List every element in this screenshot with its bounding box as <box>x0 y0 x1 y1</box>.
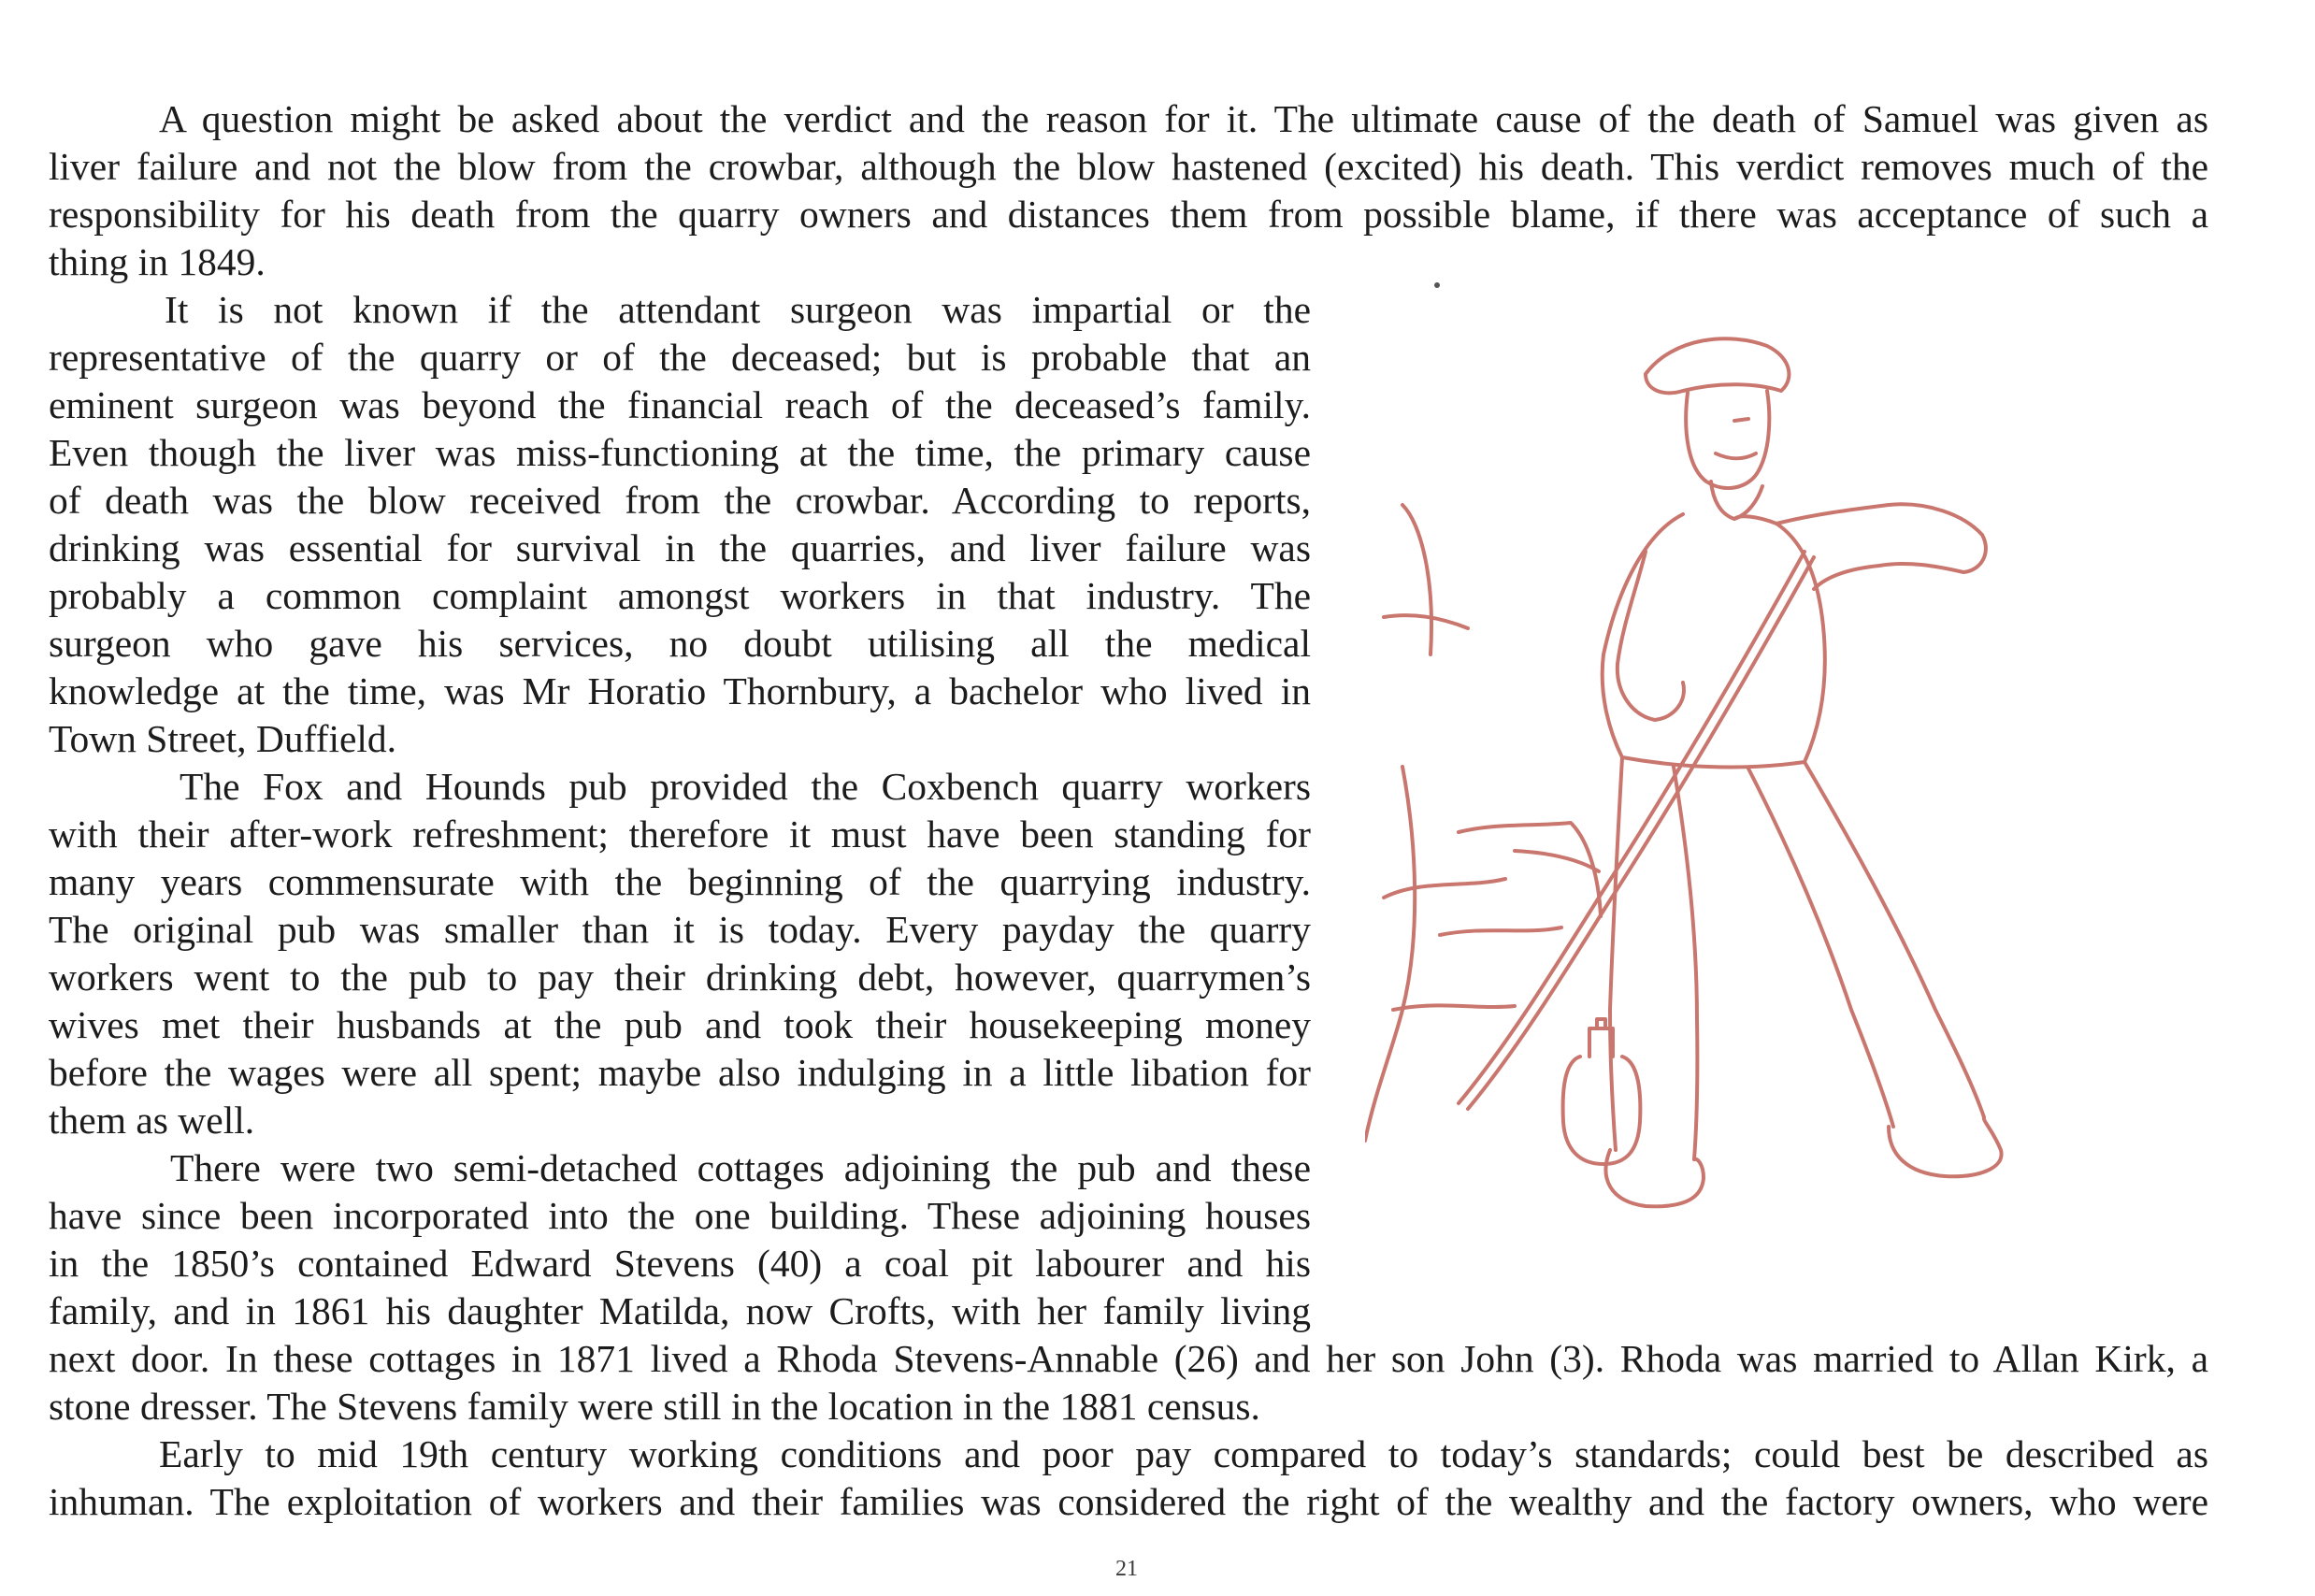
text-line: many years commensurate with the beginning of the quarrying industry. <box>49 860 1311 903</box>
text-line: probably a common complaint amongst workers in that industry. The <box>49 574 1311 617</box>
eye <box>1734 419 1748 421</box>
text-line: A question might be asked about the verdict and the reason for it. The ultimate cause of the death of Samuel was given as <box>159 97 2208 140</box>
text-line: eminent surgeon was beyond the financial reach of the deceased’s family. <box>49 383 1311 426</box>
text-line: with their after-work refreshment; therefore it must have been standing for <box>49 812 1311 856</box>
text-line: There were two semi-detached cottages adjoining the pub and these <box>170 1146 1311 1189</box>
text-line: Town Street, Duffield. <box>49 717 397 760</box>
text-line: have since been incorporated into the one building. These adjoining houses <box>49 1194 1311 1237</box>
text-line: drinking was essential for survival in the quarries, and liver failure was <box>49 526 1311 569</box>
text-line: wives met their husbands at the pub and took their housekeeping money <box>49 1003 1311 1046</box>
text-line: representative of the quarry or of the deceased; but is probable that an <box>49 336 1311 379</box>
quarryman-illustration <box>1365 280 2207 1272</box>
page-number: 21 <box>1115 1557 1138 1581</box>
boot-right <box>1889 1117 2002 1176</box>
text-line: next door. In these cottages in 1871 lived a Rhoda Stevens-Annable (26) and her son John (3). Rhoda was married to Allan Kirk, a <box>49 1337 2208 1380</box>
text-line: responsibility for his death from the quarry owners and distances them from possible blame, if there was acceptance of such a <box>49 193 2208 236</box>
cap <box>1646 338 1789 393</box>
text-line: Early to mid 19th century working conditions and poor pay compared to today’s standards; could best be described as <box>159 1432 2208 1475</box>
text-line: family, and in 1861 his daughter Matilda, now Crofts, with her family living <box>49 1289 1311 1332</box>
text-line: surgeon who gave his services, no doubt utilising all the medical <box>49 622 1311 665</box>
legs <box>1610 757 1984 1159</box>
text-line: of death was the blow received from the crowbar. According to reports, <box>49 479 1311 522</box>
crowbar <box>1459 552 1805 1103</box>
text-line: It is not known if the attendant surgeon was impartial or the <box>165 288 1311 331</box>
text-line: knowledge at the time, was Mr Horatio Thornbury, a bachelor who lived in <box>49 669 1311 712</box>
text-line: stone dresser. The Stevens family were still in the location in the 1881 census. <box>49 1385 1260 1428</box>
text-line: in the 1850’s contained Edward Stevens (40) a coal pit labourer and his <box>49 1242 1311 1285</box>
boot-left <box>1606 1150 1704 1206</box>
moustache <box>1716 453 1756 458</box>
text-line: inhuman. The exploitation of workers and their families was considered the right of the wealthy and the factory owners, who were <box>49 1480 2208 1523</box>
text-line: thing in 1849. <box>49 240 266 283</box>
text-line: The Fox and Hounds pub provided the Coxbench quarry workers <box>180 765 1311 808</box>
rock-left <box>1365 505 1468 1141</box>
background-wall <box>1459 823 1601 916</box>
text-line: Even though the liver was miss-functioning at the time, the primary cause <box>49 431 1311 474</box>
text-line: them as well. <box>49 1099 255 1142</box>
text-line: before the wages were all spent; maybe also indulging in a little libation for <box>49 1051 1311 1094</box>
text-line: workers went to the pub to pay their drinking debt, however, quarrymen’s <box>49 956 1311 999</box>
text-line: The original pub was smaller than it is today. Every payday the quarry <box>49 908 1311 951</box>
head <box>1686 391 1769 488</box>
right-arm <box>1776 504 1986 589</box>
text-line: liver failure and not the blow from the crowbar, although the blow hastened (excited) his death. This verdict removes much of the <box>49 145 2208 188</box>
rock-lines <box>1384 879 1561 1010</box>
jug <box>1563 1019 1641 1164</box>
